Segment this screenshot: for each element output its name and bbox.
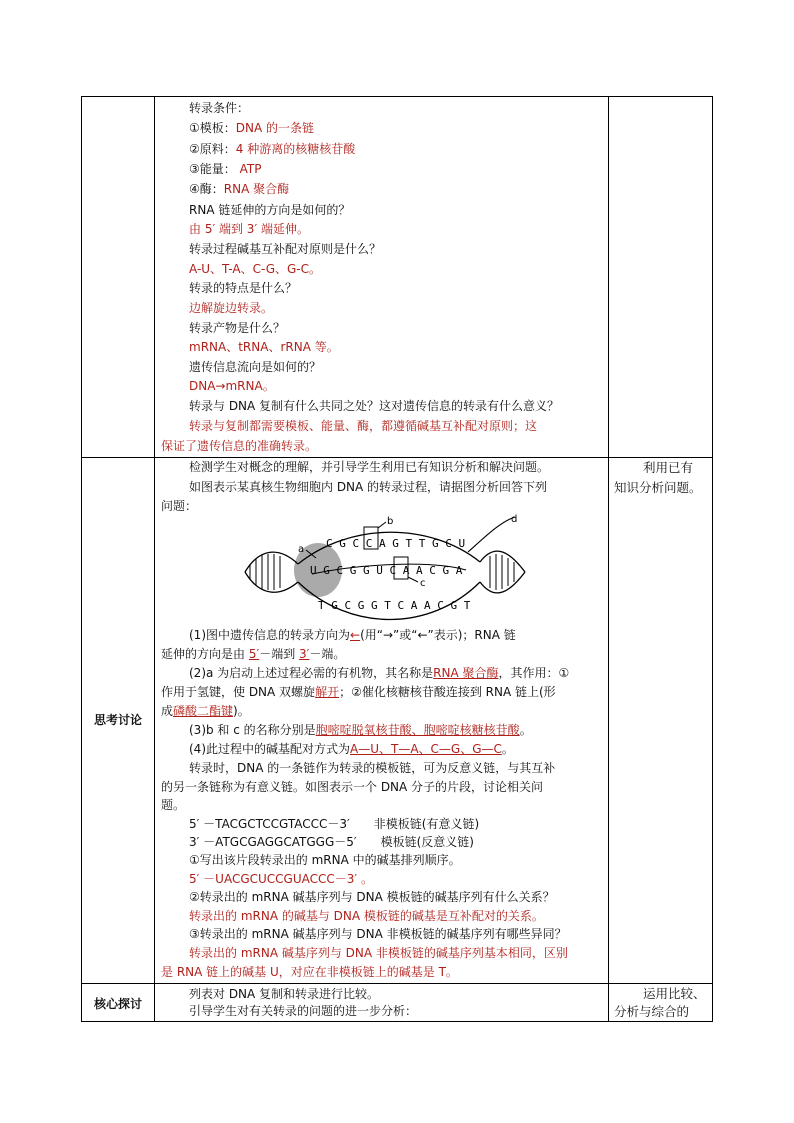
label-c: c (420, 578, 426, 589)
row-label-core: 核心探讨 (93, 997, 142, 1011)
question: 遗传信息流向是如何的？ (189, 360, 322, 374)
text-line: 问题： (161, 499, 198, 513)
row-divider-1 (82, 457, 712, 458)
label-d: d (511, 514, 518, 525)
text-line: ④酶：RNA 聚合酶 (189, 182, 290, 196)
question-2-cont: 作用于氢键，使 DNA 双螺旋解开；②催化核糖核苷酸连接到 RNA 链上(形 (161, 685, 556, 699)
col-divider-2 (608, 97, 609, 1021)
right-note: 利用已有 (643, 460, 694, 475)
rna-bases: U G C G G U C A A C G A (310, 564, 463, 577)
question-4: (4)此过程中的碱基配对方式为A—U、T—A、C—G、G—C。 (189, 742, 514, 756)
text-line: 的另一条链称为有意义链。如图表示一个 DNA 分子的片段，讨论相关问 (161, 780, 544, 794)
question: ②转录出的 mRNA 碱基序列与 DNA 模板链的碱基序列有什么关系？ (189, 890, 555, 904)
question-2-cont: 成磷酸二酯键)。 (161, 704, 250, 718)
text-line: 检测学生对概念的理解，并引导学生利用已有知识分析和解决问题。 (189, 460, 550, 474)
question-3: (3)b 和 c 的名称分别是胞嘧啶脱氧核苷酸、胞嘧啶核糖核苷酸。 (189, 723, 532, 737)
text-line: ②原料：4 种游离的核糖核苷酸 (189, 142, 356, 156)
label-a: a (298, 544, 305, 555)
text-line: 转录时，DNA 的一条链作为转录的模板链，可为反意义链，与其互补 (189, 761, 556, 775)
question-2: (2)a 为启动上述过程必需的有机物，其名称是RNA 聚合酶，其作用：① (189, 666, 570, 680)
question-1: (1)图中遗传信息的转录方向为←(用“→”或“←”表示)；RNA 链 (189, 628, 516, 642)
question: RNA 链延伸的方向是如何的？ (189, 203, 351, 217)
answer: 边解旋边转录。 (189, 301, 274, 315)
label-b: b (387, 516, 394, 527)
right-note: 运用比较、 (643, 986, 706, 1001)
text-line: 列表对 DNA 复制和转录进行比较。 (189, 987, 380, 1001)
dna-strand (245, 572, 298, 592)
text-line: 题。 (161, 798, 186, 812)
answer: 5′ －UACGCUCCGUACCC－3′ 。 (189, 872, 373, 886)
answer: DNA→mRNA。 (189, 379, 275, 393)
right-note: 知识分析问题。 (614, 480, 702, 495)
dna-strand (245, 552, 298, 572)
answer: A-U、T-A、C-G、G-C。 (189, 262, 322, 276)
question: ①写出该片段转录出的 mRNA 中的碱基排列顺序。 (189, 853, 461, 867)
text-line: 如图表示某真核生物细胞内 DNA 的转录过程，请据图分析回答下列 (189, 480, 548, 494)
question: 转录产物是什么？ (189, 321, 286, 335)
answer: 由 5′ 端到 3′ 端延伸。 (189, 222, 309, 236)
question-1-cont: 延伸的方向是由 5′－端到 3′－端。 (161, 647, 346, 661)
answer: 保证了遗传信息的准确转录。 (161, 439, 318, 453)
bottom-strand-bases: T G C G G T C A A C G T (318, 599, 471, 612)
text-line: 转录条件： (189, 101, 250, 115)
transcription-diagram (240, 512, 530, 624)
question: 转录与 DNA 复制有什么共同之处？这对遗传信息的转录有什么意义？ (189, 399, 560, 413)
row-label-thinking: 思考讨论 (93, 713, 142, 727)
right-note: 分析与综合的 (614, 1004, 690, 1019)
answer: 转录出的 mRNA 碱基序列与 DNA 非模板链的碱基序列基本相同，区别 (189, 946, 568, 960)
answer: 转录出的 mRNA 的碱基与 DNA 模板链的碱基是互补配对的关系。 (189, 909, 544, 923)
text-line: 引导学生对有关转录的问题的进一步分析： (189, 1004, 418, 1018)
text-line: ③能量： ATP (189, 162, 262, 176)
question: 转录过程碱基互补配对原则是什么？ (189, 242, 382, 256)
answer: 是 RNA 链上的碱基 U，对应在非模板链上的碱基是 T。 (161, 965, 458, 979)
rna-tail-d (468, 517, 515, 552)
sequence-line: 3′ －ATGCGAGGCATGGG－5′ 模板链(反意义链) (189, 835, 474, 849)
answer: mRNA、tRNA、rRNA 等。 (189, 340, 339, 354)
answer: 转录与复制都需要模板、能量、酶，都遵循碱基互补配对原则；这 (189, 419, 538, 433)
text-line: ①模板：DNA 的一条链 (189, 121, 315, 135)
question: 转录的特点是什么？ (189, 281, 298, 295)
sequence-line: 5′ －TACGCTCCGTACCC－3′ 非模板链(有意义链) (189, 817, 480, 831)
row-divider-2 (82, 983, 712, 984)
top-strand-bases: C G C C A G T T G C U (326, 537, 466, 550)
question: ③转录出的 mRNA 碱基序列与 DNA 非模板链的碱基序列有哪些异同？ (189, 927, 567, 941)
col-divider-1 (154, 97, 155, 1021)
